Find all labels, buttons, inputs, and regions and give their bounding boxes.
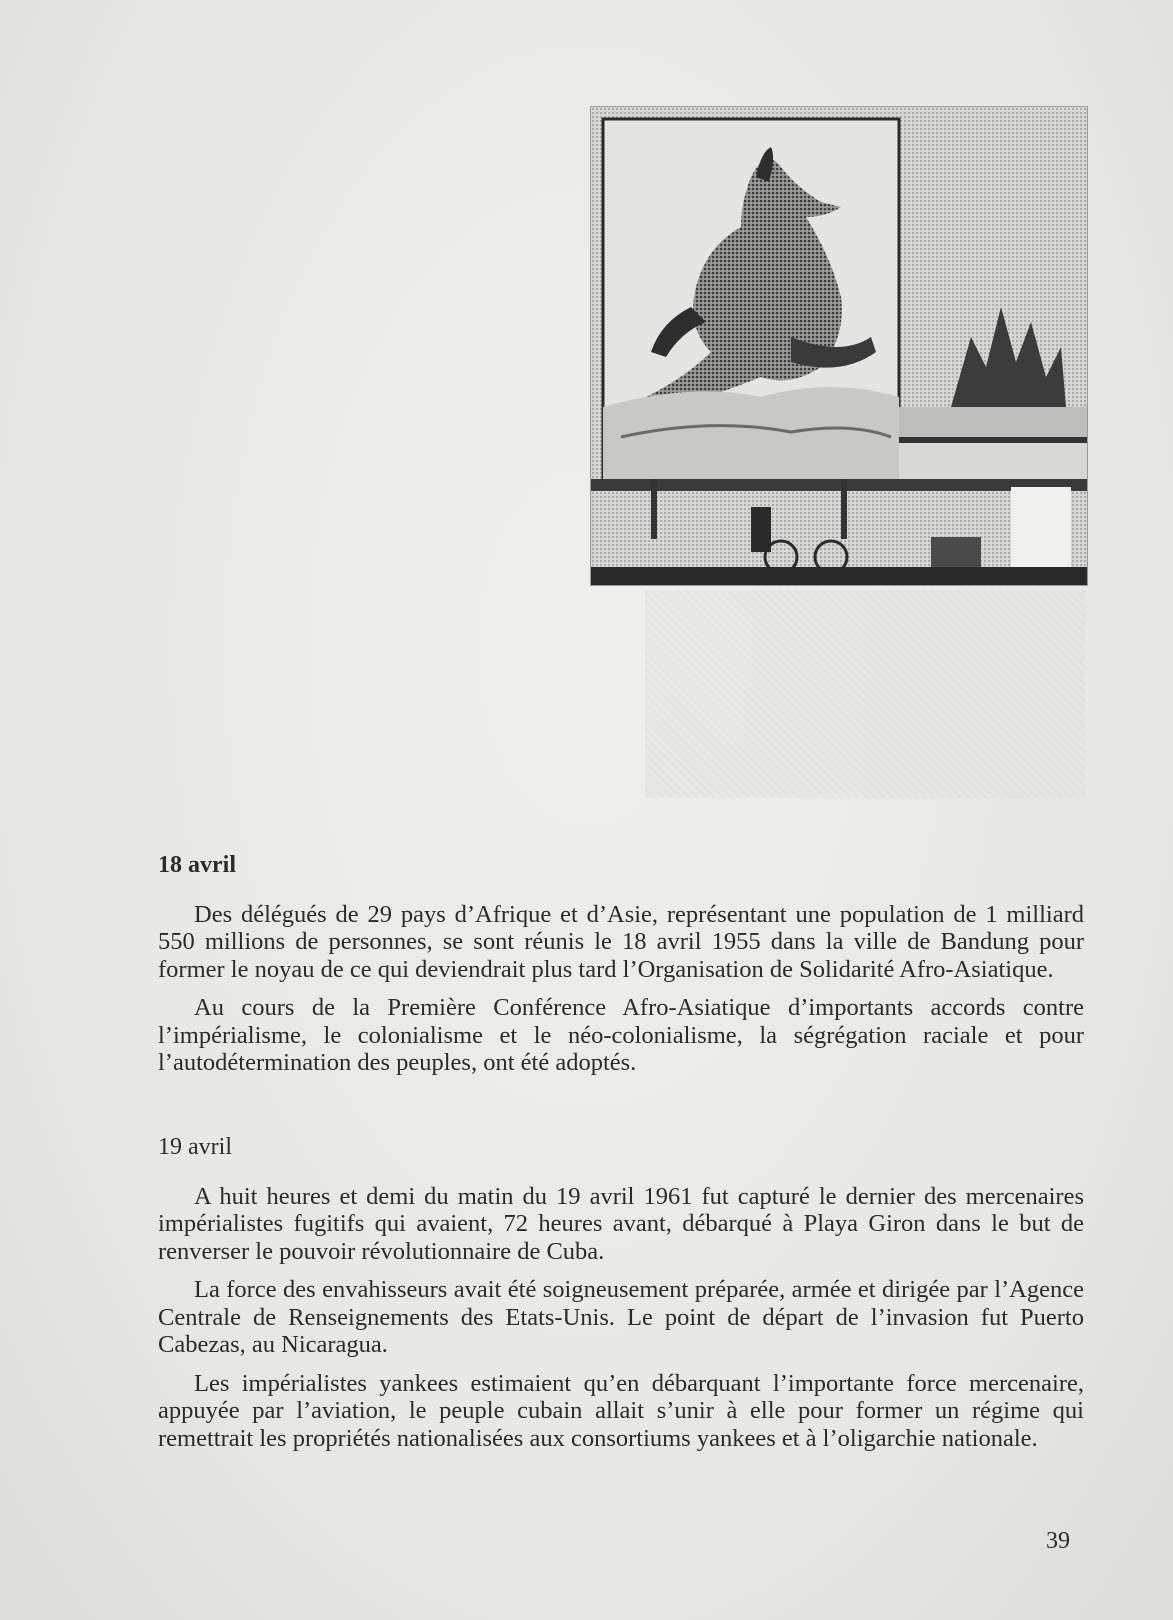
section-19-avril	[158, 1134, 1084, 1452]
paragraph: Des délégués de 29 pays d’Afrique et d’Asie, représentant une population de 1 milliard 550 millions de personnes, se sont réunis le 18 avril 1955 dans la ville de Bandung pour former le noyau de ce qui deviendrait plus tard l’Organisation de Solidarité Afro-Asiatique.	[158, 900, 1084, 983]
photo-bandung-poster-icon	[590, 106, 1088, 586]
show-through-image	[645, 590, 1085, 798]
paragraph: La force des envahisseurs avait été soigneusement préparée, armée et dirigée par l’Agence Centrale de Renseignements des Etats-Unis. Le point de départ de l’invasion fut Puerto Cabezas, au Nicaragua.	[158, 1276, 1084, 1358]
section-heading: 19 avril	[158, 1134, 232, 1160]
section-heading: 18 avril	[158, 852, 236, 878]
page-number: 39	[1046, 1528, 1070, 1554]
section-18-avril	[158, 852, 1084, 1077]
paragraph: Au cours de la Première Conférence Afro-Asiatique d’importants accords contre l’impérialisme, le colonialisme et le néo-colonialisme, la ségrégation raciale et pour l’autodétermination des peuples, ont été adoptés.	[158, 994, 1084, 1076]
paragraph: Les impérialistes yankees estimaient qu’en débarquant l’importante force mercenaire, appuyée par l’aviation, le peuple cubain allait s’unir à elle pour former un régime qui remettrait les propriétés nationalisées aux consortiums yankees et à l’oligarchie nationale.	[158, 1369, 1084, 1452]
paragraph: A huit heures et demi du matin du 19 avril 1961 fut capturé le dernier des mercenaires impérialistes fugitifs qui avaient, 72 heures avant, débarqué à Playa Giron dans le but de renverser le pouvoir révolutionnaire de Cuba.	[158, 1182, 1084, 1265]
